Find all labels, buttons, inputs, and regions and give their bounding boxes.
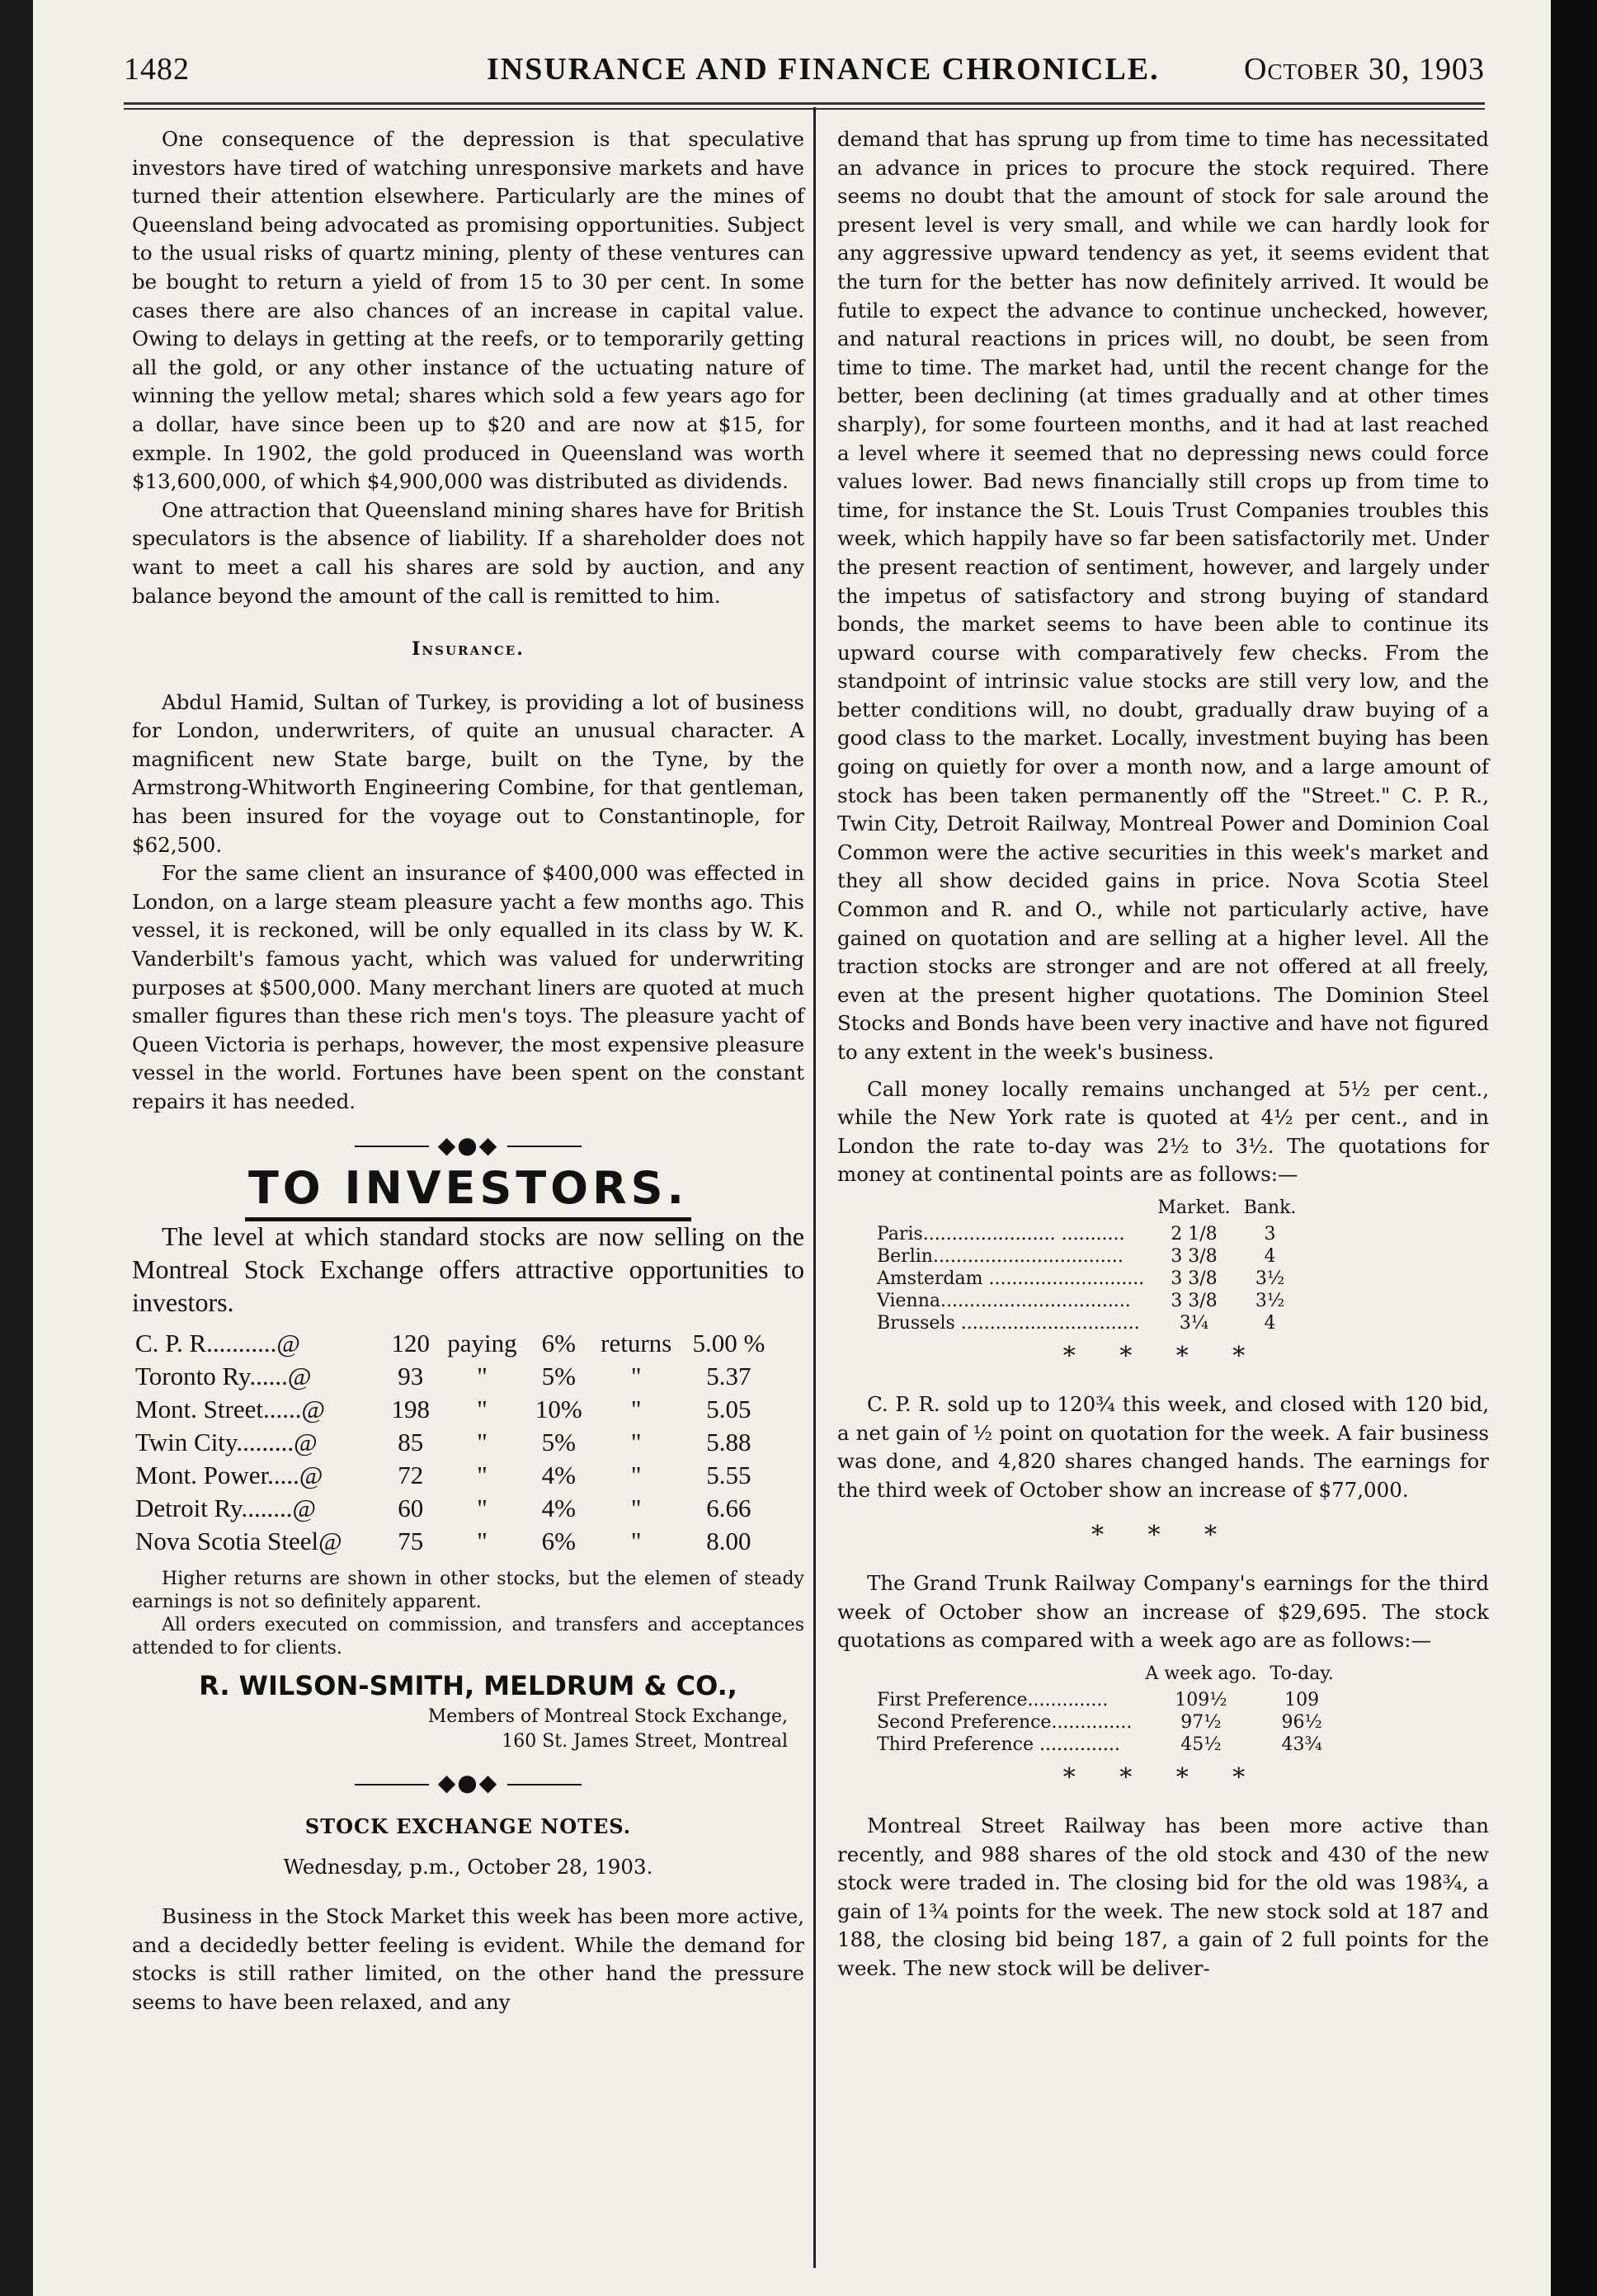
returns-label: " bbox=[630, 1526, 642, 1555]
grand-trunk-table bbox=[870, 1660, 1340, 1756]
stock-rate-row bbox=[132, 1492, 775, 1525]
yacht-paragraph: For the same client an insurance of $400,000 was effected in London, on a large steam pleasure yacht a few months ago. This vessel, it is reckoned, will be only equalled in its class by W. K. Vanderbilt's famous yacht, which was valued for underwriting purposes at $500,000. Many merchant liners are quoted at much smaller figures than these rich men's toys. The pleasure yacht of Queen Victoria is perhaps, however, the most expensive pleasure vessel in the world. Fortunes have been spent on the constant repairs it has needed. bbox=[132, 861, 804, 1113]
money-rate-row bbox=[870, 1223, 1303, 1245]
yield-value: 5.37 bbox=[706, 1361, 751, 1390]
stock-price: 93 bbox=[398, 1361, 424, 1390]
week-ago-header: A week ago. bbox=[1145, 1663, 1257, 1684]
market-demand-paragraph: demand that has sprung up from time to time has necessitated an advance in prices to procure the stock required. There seems no doubt that the amount of stock for sale around the present level is very small, and while we can hardly look for any aggressive upward tendency as yet, it seems evident that the turn for the better has now definitely arrived. It would be futile to expect the advance to continue unchecked, however, and natural reactions in prices will, no doubt, be seen from time to time. The market had, until the recent change for the better, been declining (at times gradually and at other times sharply), for some fourteen months, and it had at last reached a level where it seemed that no depressing news could force values lower. Bad news financially still crops up from time to time, for instance the St. Louis Trust Companies troubles this week, which happily have so far been satisfactorily met. Under the present reaction of sentiment, however, and largely under the impetus of satisfactory and strong buying of standard bonds, the market seems to have been able to continue its upward course with comparatively few checks. From the standpoint of intrinsic value stocks are still very low, and the better conditions will, no doubt, gradually draw buying of a good class to the market. Locally, investment buying has been going on quietly for over a month now, and a large amount of stock has been taken permanently off the "Street." C. P. R., Twin City, Detroit Railway, Montreal Power and Dominion Coal Common were the active securities in this week's market and they all show decided gains in price. Nova Scotia Steel Common and R. and O., while not particularly active, have gained on quotation and are selling at a higher level. All the traction stocks are stronger and are not offered at all freely, even at the present higher quotations. The Dominion Steel Stocks and Bonds have been very inactive and have not figured to any extent in the week's business. bbox=[837, 127, 1489, 1064]
city-name: Vienna................................. bbox=[877, 1290, 1131, 1311]
bank-rate: 4 bbox=[1264, 1312, 1276, 1334]
returns-label: " bbox=[630, 1394, 642, 1423]
money-rates-table bbox=[870, 1194, 1303, 1334]
returns-label: " bbox=[630, 1493, 642, 1522]
paying-label: paying bbox=[447, 1328, 517, 1357]
bank-column-header: Bank. bbox=[1243, 1197, 1297, 1218]
market-rate: 3 3/8 bbox=[1171, 1268, 1218, 1289]
liability-paragraph: One attraction that Queensland mining shares have for British speculators is the absence of liability. If a shareholder does not want to meet a call his shares are sold by auction, and any balance beyond the amount of the call is remitted to him. bbox=[132, 497, 804, 608]
dividend-rate: 4% bbox=[541, 1493, 576, 1522]
preference-name: Second Preference.............. bbox=[877, 1711, 1133, 1733]
stock-rate-row bbox=[132, 1426, 775, 1459]
investors-advertisement bbox=[132, 1162, 804, 1754]
stock-price: 75 bbox=[398, 1526, 424, 1555]
left-column bbox=[132, 125, 804, 2017]
stock-price: 85 bbox=[398, 1427, 424, 1456]
today-header: To-day. bbox=[1270, 1663, 1334, 1684]
preference-name: Third Preference .............. bbox=[877, 1734, 1120, 1755]
preference-row bbox=[870, 1689, 1340, 1711]
paying-label: " bbox=[477, 1526, 488, 1555]
week-ago-quote: 97½ bbox=[1180, 1711, 1222, 1733]
city-name: Brussels ............................... bbox=[877, 1312, 1140, 1334]
page-header bbox=[124, 51, 1485, 101]
paying-label: " bbox=[477, 1361, 488, 1390]
header-rule-thin bbox=[124, 108, 1485, 110]
call-money-paragraph: Call money locally remains unchanged at 5½ per cent., while the New York rate is quoted at 4½ per cent., and in London the rate to-day was 2½ to 3½. The quotations for money at continental points are as follows:— bbox=[837, 1076, 1489, 1187]
ad-note-returns: Higher returns are shown in other stocks, but the elemen of steady earnings is not so definitely apparent. bbox=[132, 1568, 804, 1612]
city-name: Amsterdam ........................... bbox=[877, 1268, 1145, 1289]
market-rate: 3¼ bbox=[1179, 1312, 1209, 1334]
paying-label: " bbox=[477, 1460, 488, 1489]
paying-label: " bbox=[477, 1427, 488, 1456]
stock-rate-row bbox=[132, 1459, 775, 1492]
section-ornament: ◆●◆ bbox=[132, 1132, 804, 1160]
bank-rate: 3½ bbox=[1255, 1268, 1285, 1289]
right-column bbox=[837, 125, 1489, 1983]
stock-name: Mont. Power.....@ bbox=[135, 1460, 323, 1489]
returns-label: " bbox=[630, 1460, 642, 1489]
bank-rate: 3 bbox=[1264, 1223, 1276, 1244]
money-rate-row bbox=[870, 1268, 1303, 1290]
stock-rate-row bbox=[132, 1393, 775, 1426]
money-rate-row bbox=[870, 1245, 1303, 1268]
returns-label: returns bbox=[601, 1328, 672, 1357]
market-rate: 2 1/8 bbox=[1171, 1223, 1218, 1244]
yield-value: 5.00 % bbox=[692, 1328, 766, 1357]
dividend-rate: 6% bbox=[541, 1526, 576, 1555]
section-ornament-2: ◆●◆ bbox=[132, 1769, 804, 1798]
dividend-rate: 4% bbox=[541, 1460, 576, 1489]
dividend-rate: 5% bbox=[541, 1361, 576, 1390]
scan-edge-shadow bbox=[1551, 0, 1597, 2296]
header-rule bbox=[124, 102, 1485, 105]
stock-name: Toronto Ry......@ bbox=[135, 1361, 312, 1390]
grand-trunk-paragraph: The Grand Trunk Railway Company's earnings for the third week of October show an increase of $29,695. The stock quotations as compared with a week ago are as follows:— bbox=[837, 1571, 1489, 1653]
stock-exchange-heading: STOCK EXCHANGE NOTES. bbox=[304, 1814, 632, 1838]
week-ago-quote: 109½ bbox=[1175, 1689, 1227, 1710]
today-quote: 43¾ bbox=[1281, 1734, 1322, 1755]
today-quote: 96½ bbox=[1281, 1711, 1322, 1733]
stock-name: Nova Scotia Steel@ bbox=[135, 1526, 342, 1555]
paying-label: " bbox=[477, 1493, 488, 1522]
dividend-rate: 6% bbox=[541, 1328, 576, 1357]
yield-value: 5.55 bbox=[706, 1460, 751, 1489]
yield-value: 5.05 bbox=[706, 1394, 751, 1423]
issue-date: October 30, 1903 bbox=[1244, 52, 1485, 87]
stock-rate-row bbox=[132, 1525, 775, 1558]
today-quote: 109 bbox=[1284, 1689, 1320, 1710]
market-rate: 3 3/8 bbox=[1171, 1245, 1218, 1267]
ad-title: TO INVESTORS. bbox=[132, 1174, 804, 1203]
returns-label: " bbox=[630, 1427, 642, 1456]
firm-name: R. WILSON-SMITH, MELDRUM & CO., bbox=[199, 1669, 737, 1701]
stock-price: 60 bbox=[398, 1493, 424, 1522]
ad-intro: The level at which standard stocks are now selling on the Montreal Stock Exchange offers attractive opportunities to investors. bbox=[132, 1221, 804, 1317]
yield-value: 8.00 bbox=[706, 1526, 751, 1555]
bank-rate: 4 bbox=[1264, 1245, 1276, 1267]
stock-name: Mont. Street......@ bbox=[135, 1394, 326, 1423]
stock-notes-date: Wednesday, p.m., October 28, 1903. bbox=[283, 1854, 653, 1879]
returns-label: " bbox=[630, 1361, 642, 1390]
street-railway-paragraph: Montreal Street Railway has been more active than recently, and 988 shares of the old stock and 430 of the new stock were traded in. The closing bid for the old was 198¾, a gain of 1¾ points for the week. The new stock sold at 187 and 188, the closing bid being 187, a gain of 2 full points for the week. The new stock will be deliver- bbox=[837, 1814, 1489, 1981]
preference-row bbox=[870, 1711, 1340, 1734]
cpr-paragraph: C. P. R. sold up to 120¾ this week, and closed with 120 bid, a net gain of ½ point on quotation for the week. A fair business was done, and 4,820 shares changed hands. The earnings for the third week of October show an increase of $77,000. bbox=[837, 1392, 1489, 1502]
sultan-paragraph: Abdul Hamid, Sultan of Turkey, is providing a lot of business for London, underwriters, of quite an unusual character. A magnificent new State barge, built on the Tyne, by the Armstrong-Whitworth Engineering Combine, for that gentleman, has been insured for the voyage out to Constantinople, for $62,500. bbox=[132, 689, 804, 857]
stock-name: Detroit Ry........@ bbox=[135, 1493, 317, 1522]
stock-name: C. P. R...........@ bbox=[135, 1328, 300, 1357]
firm-address: 160 St. James Street, Montreal bbox=[502, 1731, 788, 1753]
bank-rate: 3½ bbox=[1255, 1290, 1285, 1311]
stock-rate-row bbox=[132, 1327, 775, 1360]
preference-name: First Preference.............. bbox=[877, 1689, 1109, 1710]
insurance-heading: Insurance. bbox=[412, 638, 525, 661]
city-name: Paris....................... ........... bbox=[877, 1223, 1125, 1244]
paying-label: " bbox=[477, 1394, 488, 1423]
publication-title: INSURANCE AND FINANCE CHRONICLE. bbox=[487, 52, 1160, 87]
yield-value: 5.88 bbox=[706, 1427, 751, 1456]
preference-row bbox=[870, 1734, 1340, 1756]
column-divider bbox=[813, 107, 816, 2268]
money-rate-row bbox=[870, 1312, 1303, 1334]
dividend-rate: 10% bbox=[535, 1394, 582, 1423]
stock-price: 120 bbox=[391, 1328, 430, 1357]
stock-name: Twin City.........@ bbox=[135, 1427, 318, 1456]
stock-price: 72 bbox=[398, 1460, 424, 1489]
dividend-rate: 5% bbox=[541, 1427, 576, 1456]
section-stars-2: * * * bbox=[1091, 1520, 1236, 1550]
ad-note-orders: All orders executed on commission, and transfers and acceptances attended to for clients. bbox=[132, 1614, 804, 1658]
queensland-paragraph: One consequence of the depression is that speculative investors have tired of watching unresponsive markets and have turned their attention elsewhere. Particularly are the mines of Queensland being advocated as promising opportunities. Subject to the usual risks of quartz mining, plenty of these ventures can be bought to return a yield of from 15 to 30 per cent. In some cases there are also chances of an increase in capital value. Owing to delays in getting at the reefs, or to temporarily getting all the gold, or any other instance of the uctuating nature of winning the yellow metal; shares which sold a few years ago for a dollar, have since been up to $20 and are now at $15, for exmple. In 1902, the gold produced in Queensland was worth $13,600,000, of which $4,900,000 was distributed as dividends. bbox=[132, 127, 804, 494]
market-rate: 3 3/8 bbox=[1171, 1290, 1218, 1311]
stock-rate-row bbox=[132, 1360, 775, 1393]
market-column-header: Market. bbox=[1157, 1197, 1231, 1218]
city-name: Berlin................................. bbox=[877, 1245, 1124, 1267]
yield-value: 6.66 bbox=[706, 1493, 751, 1522]
stock-market-paragraph: Business in the Stock Market this week has been more active, and a decidedly better feeling is evident. While the demand for stocks is still rather limited, on the other hand the pressure seems to have been relaxed, and any bbox=[132, 1904, 804, 2014]
stock-price: 198 bbox=[391, 1394, 430, 1423]
week-ago-quote: 45½ bbox=[1180, 1734, 1222, 1755]
page-number: 1482 bbox=[124, 52, 190, 87]
section-stars-3: * * * * bbox=[1062, 1762, 1264, 1792]
stock-rates-table bbox=[132, 1327, 775, 1558]
money-rate-row bbox=[870, 1290, 1303, 1312]
firm-membership: Members of Montreal Stock Exchange, bbox=[427, 1706, 788, 1728]
section-stars: * * * * bbox=[1062, 1341, 1264, 1371]
